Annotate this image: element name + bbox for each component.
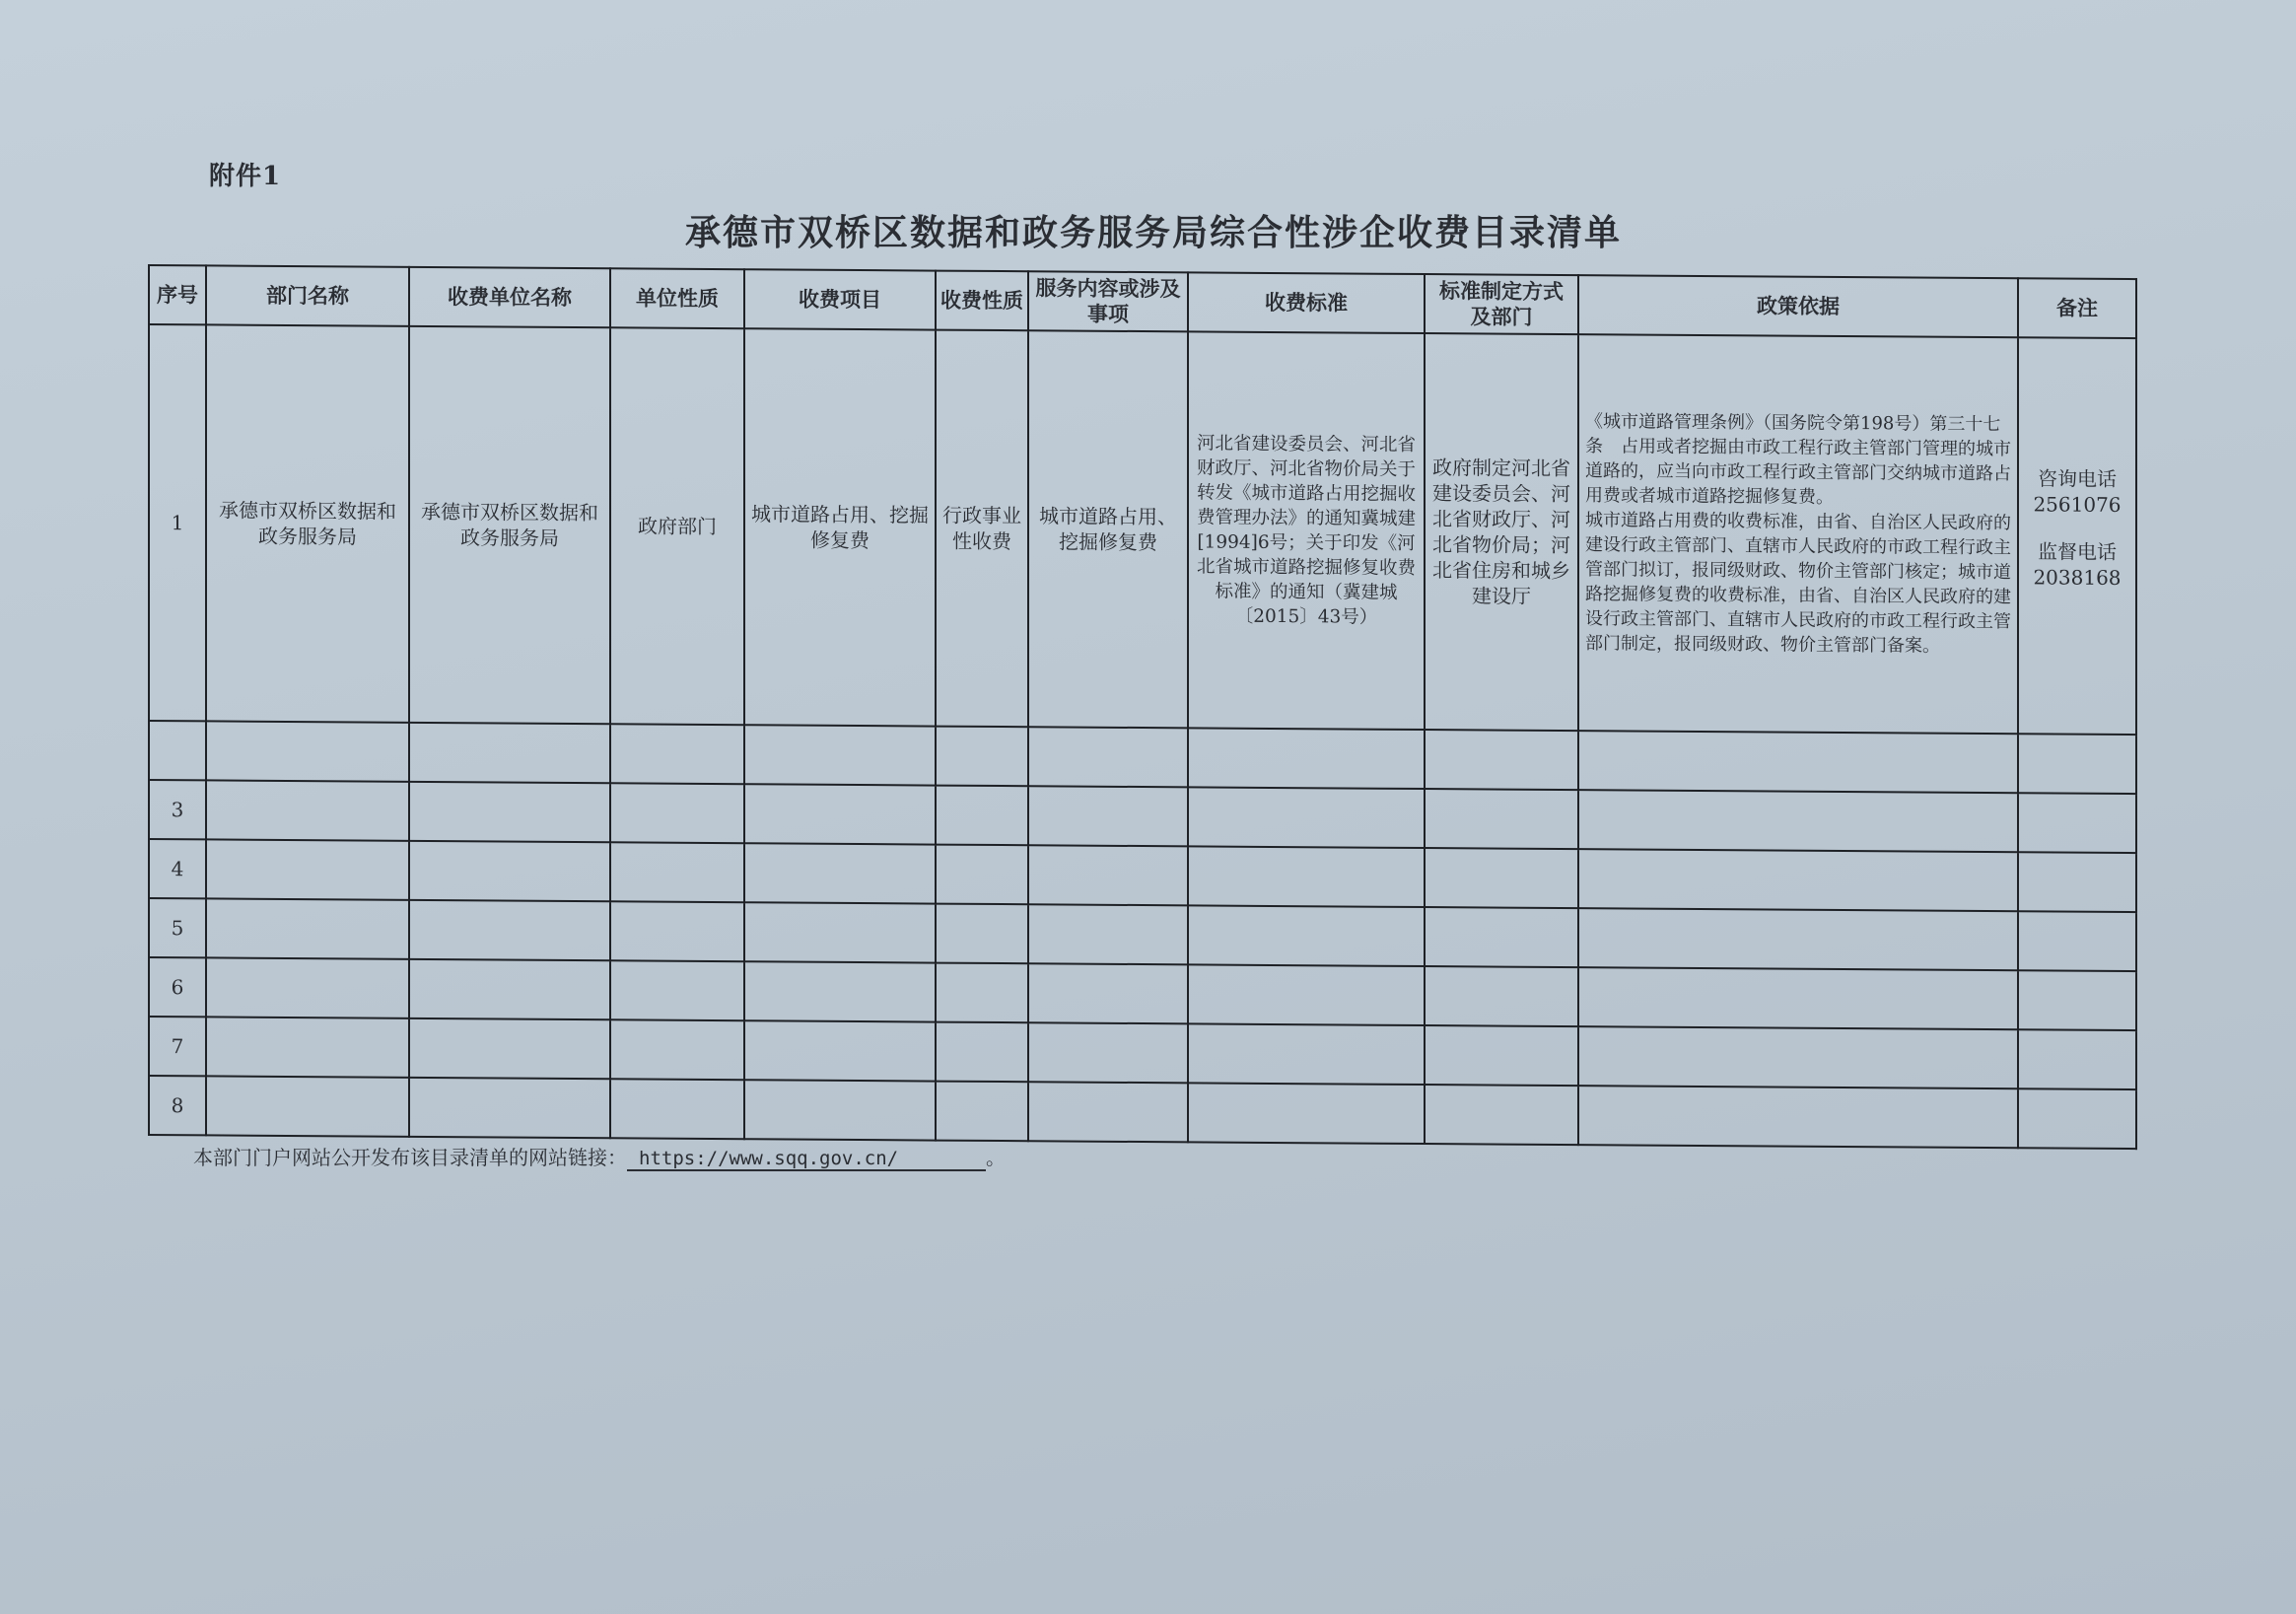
cell-empty: [1578, 1026, 2018, 1088]
cell-empty: [936, 727, 1028, 787]
cell-empty: [1578, 790, 2018, 852]
cell-empty: [1028, 963, 1188, 1023]
cell-fee-nature: 行政事业性收费: [936, 330, 1028, 728]
cell-dept: 承德市双桥区数据和政务服务局: [206, 324, 409, 722]
cell-empty: [206, 721, 409, 781]
page-title: 承德市双桥区数据和政务服务局综合性涉企收费目录清单: [684, 213, 1622, 253]
cell-empty: [744, 961, 936, 1021]
header-remark: 备注: [2018, 278, 2136, 338]
header-unit: 收费单位名称: [409, 267, 610, 327]
cell-empty: [936, 1082, 1028, 1142]
cell-empty: [2018, 911, 2136, 971]
cell-no: 8: [149, 1076, 206, 1135]
cell-empty: [206, 1076, 409, 1136]
cell-no: 4: [149, 839, 206, 898]
cell-empty: [2018, 1088, 2136, 1149]
cell-empty: [1188, 787, 1425, 848]
cell-no: 3: [149, 780, 206, 839]
cell-empty: [409, 782, 610, 842]
header-dept: 部门名称: [206, 265, 409, 325]
cell-empty: [1028, 845, 1188, 905]
cell-empty: [1028, 727, 1188, 787]
header-policy: 政策依据: [1578, 275, 2018, 337]
cell-empty: [744, 725, 936, 785]
cell-remark: [2018, 337, 2136, 735]
cell-empty: [936, 963, 1028, 1023]
cell-empty: [1188, 728, 1425, 789]
cell-empty: [610, 783, 744, 843]
cell-empty: [610, 1079, 744, 1139]
cell-empty: [610, 842, 744, 902]
cell-empty: [1028, 1082, 1188, 1142]
cell-empty: [1578, 967, 2018, 1029]
cell-empty: [409, 841, 610, 901]
cell-empty: [1188, 1023, 1425, 1085]
cell-empty: [409, 959, 610, 1019]
attachment-label: 附件1: [209, 162, 282, 191]
cell-std-dept: 政府制定河北省建设委员会、河北省财政厅、河北省物价局；河北省住房和城乡建设厅: [1425, 333, 1578, 731]
cell-empty: [2018, 734, 2136, 794]
cell-empty: [1425, 848, 1578, 908]
cell-no: 6: [149, 957, 206, 1017]
cell-empty: [1578, 1086, 2018, 1148]
header-no: 序号: [149, 265, 206, 324]
cell-empty: [1188, 905, 1425, 966]
cell-empty: [1028, 904, 1188, 964]
cell-empty: [1425, 730, 1578, 790]
consult-phone: 咨询电话2561076: [2033, 466, 2122, 517]
policy-paragraph-1: 《城市道路管理条例》（国务院令第198号）第三十七条 占用或者挖掘由市政工程行政主管部门管理的城市道路的，应当向市政工程行政主管部门交纳城市道路占用费或者城市道路挖掘修复费。: [1585, 411, 2011, 508]
cell-empty: [744, 843, 936, 903]
cell-unit-type: 政府部门: [610, 327, 744, 725]
cell-empty: [1578, 908, 2018, 970]
cell-empty: [1028, 1022, 1188, 1083]
cell-empty: [206, 898, 409, 958]
cell-empty: [936, 904, 1028, 964]
cell-empty: [2018, 970, 2136, 1030]
cell-no: [149, 721, 206, 780]
cell-empty: [1188, 1083, 1425, 1144]
cell-empty: [610, 960, 744, 1020]
cell-item: 城市道路占用、挖掘修复费: [744, 328, 936, 726]
cell-empty: [1425, 1085, 1578, 1145]
footer-text: 本部门门户网站公开发布该目录清单的网站链接：: [193, 1146, 627, 1169]
header-service: 服务内容或涉及事项: [1028, 271, 1188, 331]
cell-empty: [1425, 789, 1578, 849]
cell-empty: [610, 724, 744, 784]
cell-empty: [2018, 1029, 2136, 1089]
cell-empty: [1425, 907, 1578, 967]
cell-empty: [409, 723, 610, 783]
footer-note: [193, 1142, 1006, 1171]
cell-empty: [206, 780, 409, 840]
cell-empty: [1578, 731, 2018, 793]
cell-empty: [409, 1078, 610, 1138]
cell-empty: [409, 1018, 610, 1079]
cell-empty: [610, 901, 744, 961]
cell-policy: [1578, 334, 2018, 734]
cell-empty: [206, 839, 409, 899]
cell-no: 5: [149, 898, 206, 957]
cell-service: 城市道路占用、挖掘修复费: [1028, 330, 1188, 728]
website-link[interactable]: https://www.sqq.gov.cn/: [627, 1148, 986, 1171]
cell-empty: [206, 1017, 409, 1077]
cell-empty: [2018, 852, 2136, 912]
cell-empty: [936, 786, 1028, 846]
cell-empty: [610, 1019, 744, 1080]
cell-empty: [744, 1020, 936, 1081]
cell-empty: [936, 845, 1028, 905]
cell-unit: 承德市双桥区数据和政务服务局: [409, 326, 610, 724]
header-std-dept: 标准制定方式及部门: [1425, 274, 1578, 334]
cell-empty: [1188, 964, 1425, 1025]
header-unit-type: 单位性质: [610, 268, 744, 328]
cell-no: 7: [149, 1017, 206, 1076]
cell-empty: [1425, 966, 1578, 1026]
cell-empty: [1028, 786, 1188, 846]
cell-empty: [409, 900, 610, 960]
table-row: [149, 1076, 2136, 1149]
header-item: 收费项目: [744, 269, 936, 329]
cell-no: 1: [149, 324, 206, 721]
cell-empty: [744, 784, 936, 844]
cell-empty: [936, 1022, 1028, 1083]
cell-empty: [744, 902, 936, 962]
policy-paragraph-2: 城市道路占用费的收费标准，由省、自治区人民政府的建设行政主管部门、直辖市人民政府的市政工程行政主管部门拟订，报同级财政、物价主管部门核定；城市道路挖掘修复费的收费标准，由省、自治区人民政府的建设行政主管部门、直辖市人民政府的市政工程行政主管部门制定，报同级财政、物价主管部门备案。: [1585, 510, 2011, 657]
footer-end: 。: [986, 1146, 1006, 1169]
table-row: [149, 324, 2136, 735]
cell-standard: 河北省建设委员会、河北省财政厅、河北省物价局关于转发《城市道路占用挖掘收费管理办法》的通知冀城建[1994]6号；关于印发《河北省城市道路挖掘修复收费标准》的通知（冀建城〔2015〕43号）: [1188, 331, 1425, 730]
supervise-phone: 监督电话2038168: [2033, 539, 2122, 590]
cell-empty: [1578, 849, 2018, 911]
header-standard: 收费标准: [1188, 272, 1425, 333]
cell-empty: [2018, 793, 2136, 853]
cell-empty: [1188, 846, 1425, 907]
header-fee-nature: 收费性质: [936, 271, 1028, 331]
cell-empty: [1425, 1025, 1578, 1086]
fee-catalog-table: [148, 264, 2137, 1150]
cell-empty: [206, 957, 409, 1018]
cell-empty: [744, 1080, 936, 1140]
